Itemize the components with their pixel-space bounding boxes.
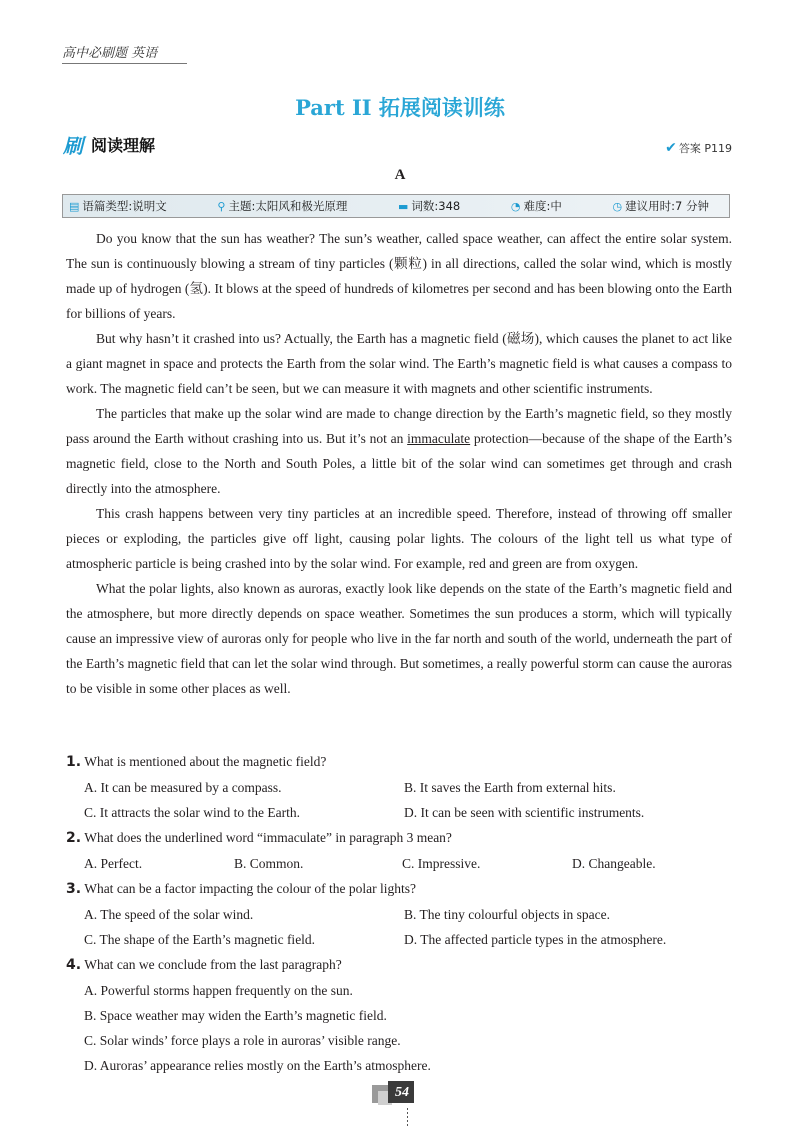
info-time: ◷ 建议用时:7 分钟 [612,199,709,213]
option-a: A. The speed of the solar wind. [84,907,254,922]
option-c: C. The shape of the Earth’s magnetic field. [84,932,316,947]
section-mark: 刷 [63,134,83,158]
option-b: B. The tiny colourful objects in space. [404,907,610,922]
section-label: 阅读理解 [91,136,156,155]
book-icon: ▬ [398,200,409,213]
option-b: B. It saves the Earth from external hits. [404,780,616,795]
running-header: 高中必刷题 英语 [62,46,158,61]
paragraph-5: What the polar lights, also known as auroras, exactly look like depends on the state of the Earth’s magnetic field and the atmosphere, but more directly depends on space weather. Sometimes the sun produces a storm, which will typically cause an impressive view of auroras only for people who live in the far north and south of the world, underneath the part of the Earth’s magnetic field that can let the solar wind through. But sometimes, a really powerful storm can cause the auroras to be visible in some other places as well. [66,581,732,696]
paragraph-4: This crash happens between very tiny particles at an incredible speed. Therefore, instead of throwing off smaller pieces or exploding, the particles give off light, causing polar lights. The colours of the light tell us what type of atmospheric particle is being crashed into by the solar wind. For example, red and green are from oxygen. [66,506,732,571]
page-number-badge [372,1081,418,1105]
gauge-icon: ◔ [510,200,521,213]
question-stem: What is mentioned about the magnetic field? [84,754,327,769]
option-c: C. Impressive. [402,856,481,871]
option-d: D. Auroras’ appearance relies mostly on the Earth’s atmosphere. [84,1058,431,1073]
underlined-word: immaculate [407,431,471,446]
option-d: D. Changeable. [572,856,656,871]
question-number: 3. [66,881,82,897]
info-difficulty: ◔ 难度:中 [510,199,562,213]
clock-icon: ◷ [612,200,623,213]
info-theme: ⚲ 主题:太阳风和极光原理 [217,199,348,213]
info-type: ▤ 语篇类型:说明文 [69,199,167,213]
question-4 [66,952,732,1078]
paragraph-2: But why hasn’t it crashed into us? Actually, the Earth has a magnetic field (磁场), which causes the planet to act like a giant magnet in space and protects the Earth from the solar wind. The Earth’s magnetic field is what causes a compass to work. The magnetic field can’t be seen, but we can measure it with magnets and other scientific instruments. [66,331,732,396]
info-words: ▬ 词数:348 [398,199,461,213]
question-stem: What can be a factor impacting the colour of the polar lights? [84,881,416,896]
header-rule [62,63,187,64]
question-stem: What does the underlined word “immaculate” in paragraph 3 mean? [84,830,452,845]
option-b: B. Space weather may widen the Earth’s magnetic field. [84,1008,387,1023]
option-a: A. Powerful storms happen frequently on the sun. [84,983,353,998]
question-stem: What can we conclude from the last paragraph? [84,957,342,972]
option-a: A. Perfect. [84,856,143,871]
question-1 [66,749,732,825]
answer-reference [665,140,732,156]
option-b: B. Common. [234,856,304,871]
question-3 [66,876,732,952]
option-a: A. It can be measured by a compass. [84,780,282,795]
question-number: 2. [66,830,82,846]
option-c: C. It attracts the solar wind to the Earth. [84,805,300,820]
option-c: C. Solar winds’ force plays a role in auroras’ visible range. [84,1033,401,1048]
page-number: 54 [395,1085,409,1100]
question-2 [66,825,732,876]
option-d: D. It can be seen with scientific instruments. [404,805,645,820]
reading-passage [66,226,732,701]
paragraph-3: The particles that make up the solar wind are made to change direction by the Earth’s magnetic field, so they mostly pass around the Earth without crashing into us. But it’s not an immaculate protection—because of the shape of the Earth’s magnetic field, close to the North and South Poles, a little bit of the solar wind can sometimes get through and crash directly into the atmosphere. [66,406,733,496]
search-icon: ⚲ [217,200,226,213]
question-number: 1. [66,754,82,770]
check-icon: ✔ [665,140,677,156]
option-d: D. The affected particle types in the atmosphere. [404,932,667,947]
document-icon: ▤ [69,200,80,213]
info-bar [62,194,730,218]
page-tick [407,1108,408,1126]
question-number: 4. [66,957,82,973]
answer-ref-text: 答案 P119 [678,142,732,155]
section-heading [63,130,155,159]
question-list [66,749,732,1078]
paragraph-1: Do you know that the sun has weather? The sun’s weather, called space weather, can affect the entire solar system. The sun is continuously blowing a stream of tiny particles (颗粒) in all directions, called the solar wind, which is mostly made up of hydrogen (氢). It blows at the speed of hundreds of kilometres per second and has been blowing onto the Earth for billions of years. [66,231,732,321]
passage-letter: A [394,167,406,183]
part-title: Part II 拓展阅读训练 [295,95,505,120]
